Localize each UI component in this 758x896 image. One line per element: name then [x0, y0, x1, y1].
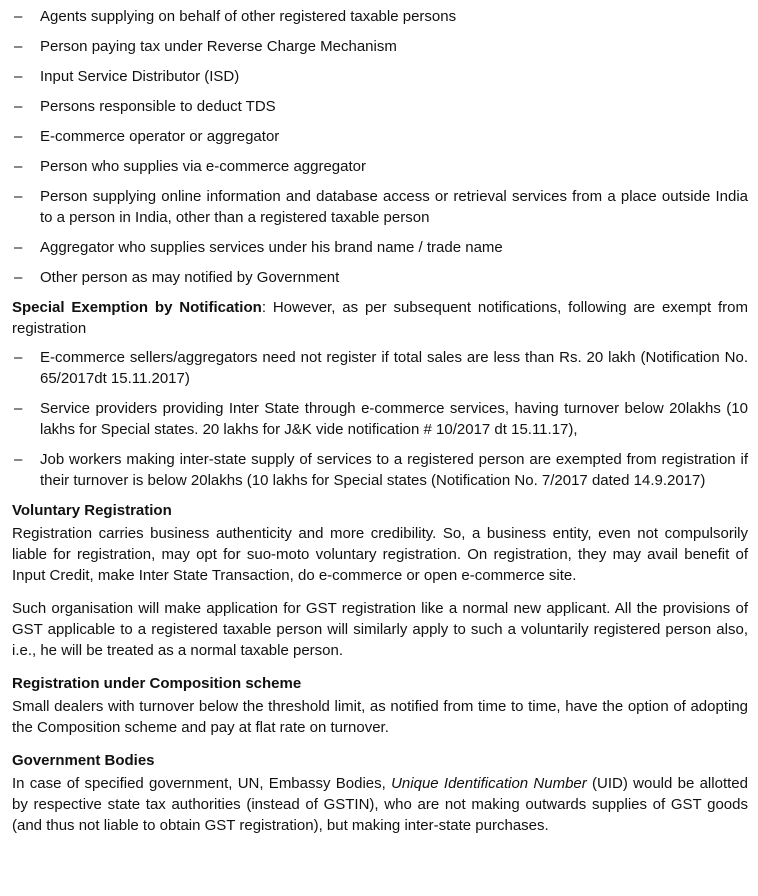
list-item: – Service providers providing Inter State through e-commerce services, having turnover below 20lakhs (10 lakhs for Special states. 20 lakhs for J&K vide notification # 10/2017 dt 15.11.17), [12, 398, 748, 440]
government-text-start: In case of specified government, UN, Embassy Bodies, [12, 775, 392, 792]
list-item: – Input Service Distributor (ISD) [12, 66, 748, 87]
exemption-list [12, 347, 748, 491]
list-item: – Persons responsible to deduct TDS [12, 96, 748, 117]
voluntary-registration-paragraph-2: Such organisation will make application for GST registration like a normal new applicant. All the provisions of GST applicable to a registered taxable person will similarly apply to such a voluntarily registered person also, i.e., he will be treated as a normal taxable person. [12, 600, 748, 659]
special-exemption-paragraph [12, 297, 748, 339]
composition-scheme-paragraph: Small dealers with turnover below the threshold limit, as notified from time to time, have the option of adopting the Composition scheme and pay at flat rate on turnover. [12, 698, 748, 736]
special-exemption-text: : However, as per subsequent notifications, following are exempt from registration [12, 299, 748, 337]
list-item: – Job workers making inter-state supply of services to a registered person are exempted from registration if their turnover is below 20lakhs (10 lakhs for Special states (Notification No. 7/2017 dated 14.9.2017) [12, 449, 748, 491]
uid-term: Unique Identification Number [391, 775, 587, 792]
list-item: – Person who supplies via e-commerce aggregator [12, 156, 748, 177]
voluntary-registration-heading: Voluntary Registration [12, 502, 172, 519]
list-item: – Agents supplying on behalf of other registered taxable persons [12, 6, 748, 27]
voluntary-registration-paragraph-1: Registration carries business authenticity and more credibility. So, a business entity, even not compulsorily liable for registration, may opt for suo-moto voluntary registration. On registration, they may avail benefit of Input Credit, make Inter State Transaction, do e-commerce or open e-commerce site. [12, 525, 748, 584]
composition-scheme-heading: Registration under Composition scheme [12, 675, 302, 692]
list-item: – Aggregator who supplies services under his brand name / trade name [12, 237, 748, 258]
list-item: – Other person as may notified by Government [12, 267, 748, 288]
government-bodies-heading: Government Bodies [12, 752, 155, 769]
list-item: – Person supplying online information and database access or retrieval services from a place outside India to a person in India, other than a registered taxable person [12, 186, 748, 228]
list-item: – E-commerce operator or aggregator [12, 126, 748, 147]
government-bodies-paragraph [12, 773, 748, 836]
list-item: – E-commerce sellers/aggregators need not register if total sales are less than Rs. 20 lakh (Notification No. 65/2017dt 15.11.2017) [12, 347, 748, 389]
list-item: – Person paying tax under Reverse Charge Mechanism [12, 36, 748, 57]
special-exemption-title: Special Exemption by Notification [12, 299, 262, 316]
registration-category-list [12, 6, 748, 288]
government-text-end: (UID) would be allotted by respective state tax authorities (instead of GSTIN), who are not making outwards supplies of GST goods (and thus not liable to obtain GST registration), but making inter-state purchases. [12, 775, 748, 834]
